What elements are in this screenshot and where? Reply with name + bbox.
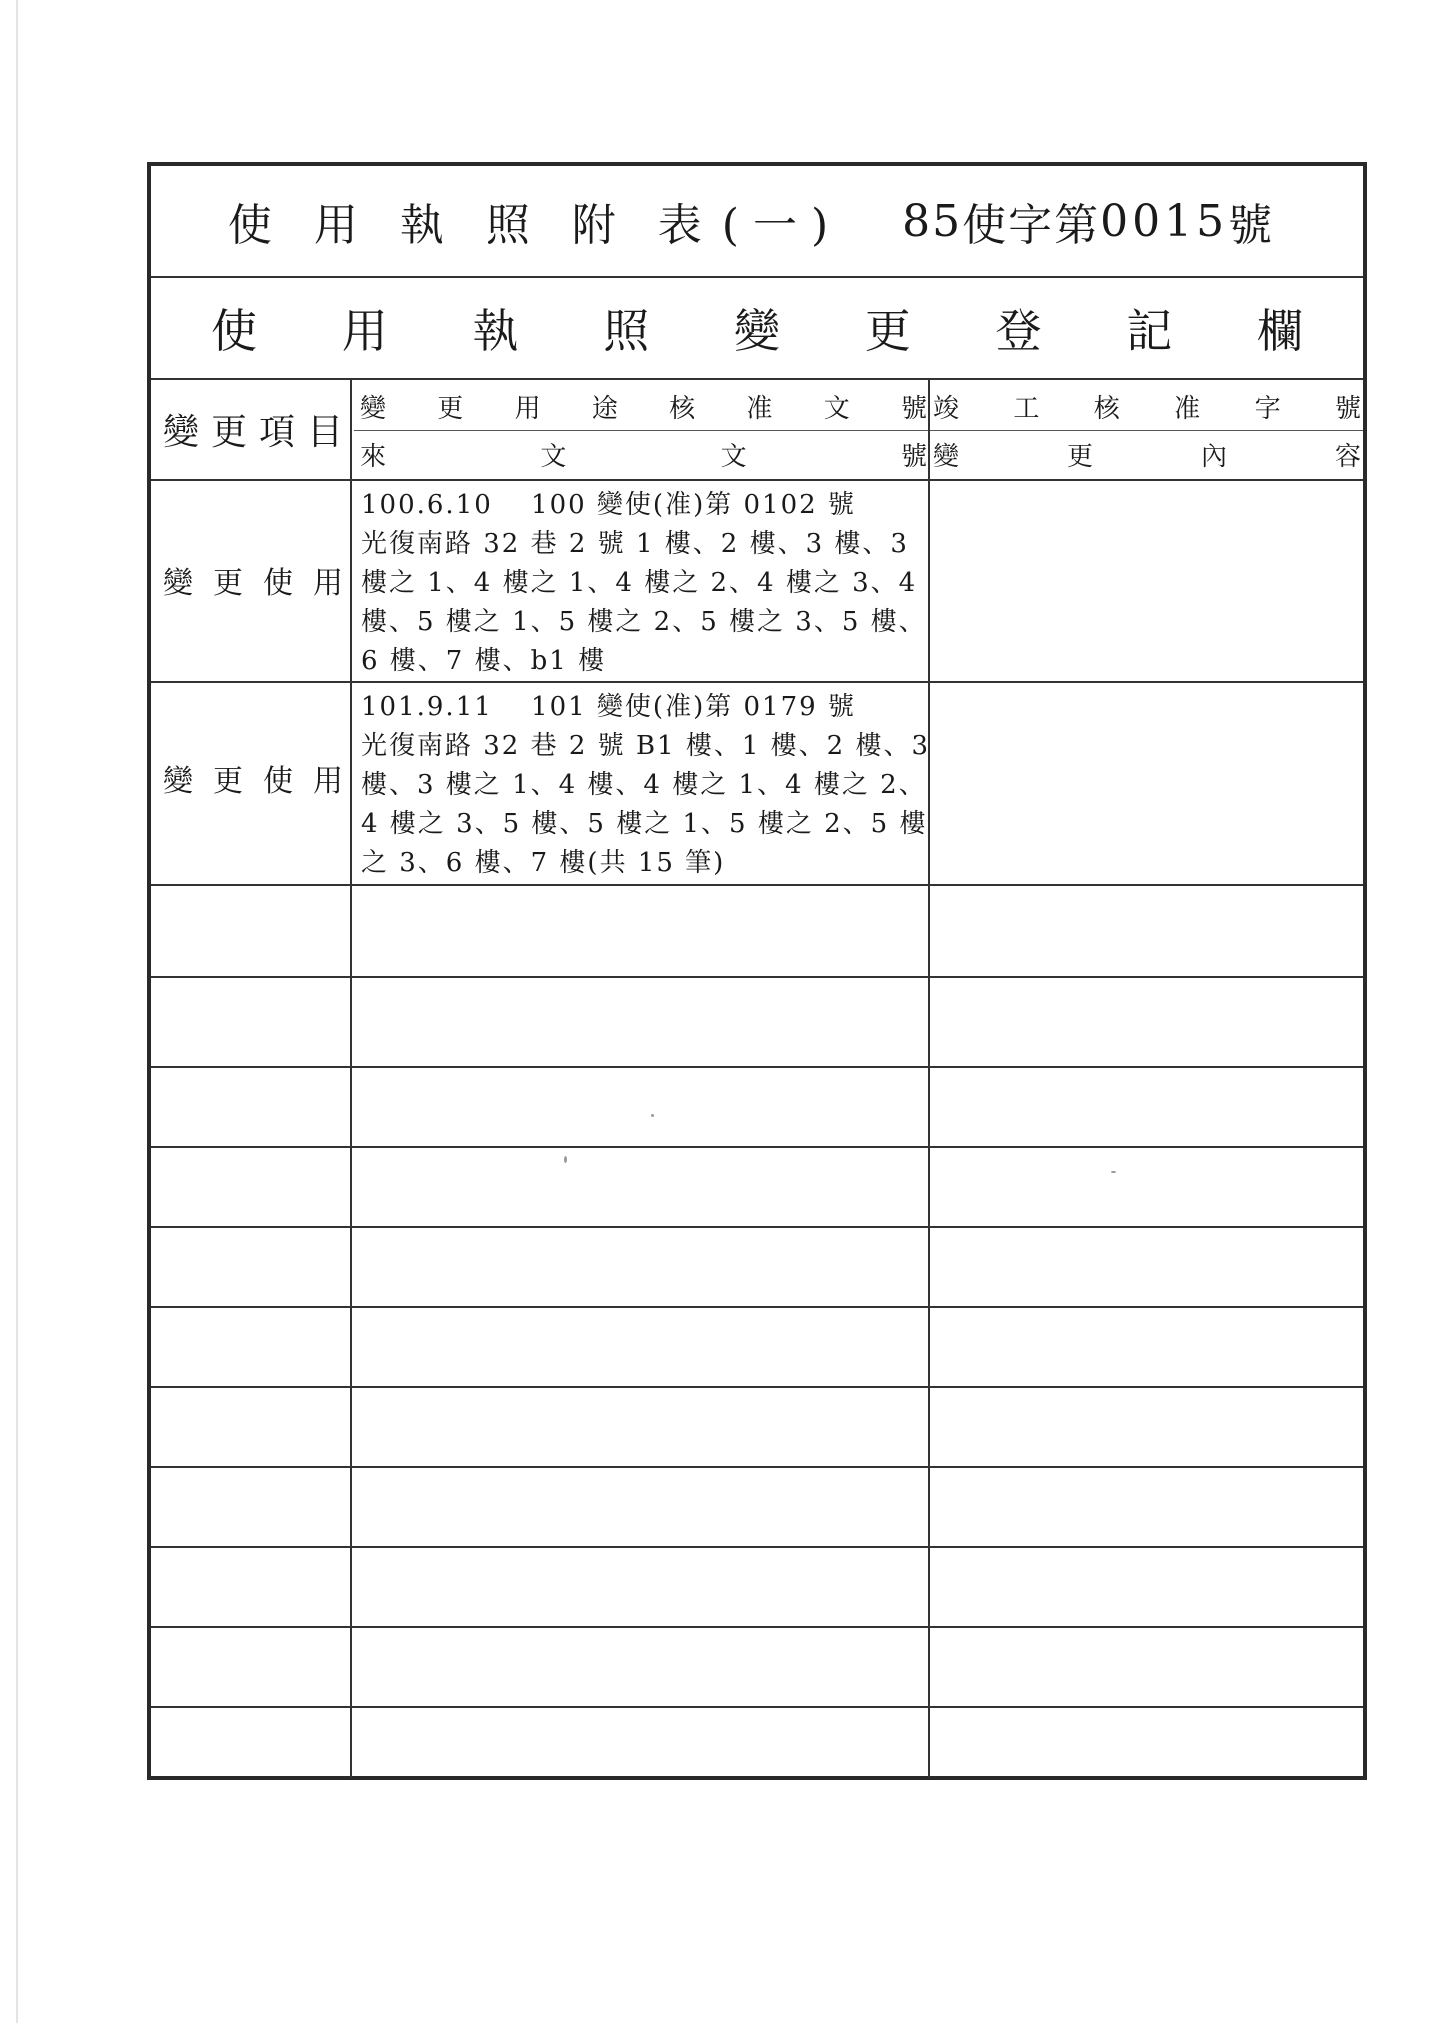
entry-line: 100.6.10 100 變使(准)第 0102 號 bbox=[361, 490, 856, 520]
header-change-content: 變 更 內 容 bbox=[933, 441, 1361, 472]
subtitle-char: 照 bbox=[603, 304, 650, 358]
divider bbox=[151, 884, 1363, 886]
subtitle-char: 欄 bbox=[1257, 304, 1303, 358]
header-completion-approval-number: 竣 工 核 准 字 號 bbox=[933, 393, 1361, 424]
header-approval-doc-number: 變 更 用 途 核 准 文 號 bbox=[360, 393, 927, 424]
entry-line: 4 樓之 3、5 樓、5 樓之 1、5 樓之 2、5 樓 bbox=[361, 809, 928, 839]
entry-line: 樓、5 樓之 1、5 樓之 2、5 樓之 3、5 樓、 bbox=[361, 607, 927, 637]
column-divider bbox=[928, 378, 930, 1778]
form-title bbox=[151, 166, 1363, 276]
entry-line: 光復南路 32 巷 2 號 B1 樓、1 樓、2 樓、3 bbox=[361, 731, 931, 761]
empty-row-divider bbox=[151, 1226, 1363, 1228]
subtitle-char: 登 bbox=[995, 304, 1042, 358]
entry-line: 之 3、6 樓、7 樓(共 15 筆) bbox=[361, 848, 726, 878]
title-paren: (一) bbox=[721, 200, 843, 251]
entry-item-label: 變 更 使 用 bbox=[163, 764, 343, 799]
empty-row-divider bbox=[151, 1706, 1363, 1708]
empty-row-divider bbox=[151, 1386, 1363, 1388]
title-main: 使 用 執 照 附 表 bbox=[227, 200, 716, 251]
subtitle-char: 用 bbox=[341, 304, 388, 358]
subtitle-char: 使 bbox=[211, 304, 257, 358]
scan-speck bbox=[564, 1156, 567, 1163]
entry-content bbox=[361, 688, 930, 883]
column-divider bbox=[350, 378, 352, 1778]
divider bbox=[151, 378, 1363, 380]
divider bbox=[151, 681, 1363, 683]
title-number-value: 0015 bbox=[1100, 195, 1229, 247]
scan-speck bbox=[651, 1114, 654, 1117]
title-number-prefix: 85 bbox=[902, 195, 963, 247]
subtitle-char: 更 bbox=[864, 304, 911, 358]
empty-row-divider bbox=[151, 1306, 1363, 1308]
entry-line: 光復南路 32 巷 2 號 1 樓、2 樓、3 樓、3 bbox=[361, 529, 909, 559]
entry-item-label: 變 更 使 用 bbox=[163, 566, 343, 601]
subtitle-char: 記 bbox=[1126, 304, 1173, 358]
entry-content bbox=[361, 486, 927, 681]
empty-row-divider bbox=[151, 1066, 1363, 1068]
empty-row-divider bbox=[151, 1466, 1363, 1468]
subtitle-char: 變 bbox=[734, 304, 780, 358]
header-incoming-doc-number: 來 文 文 號 bbox=[360, 441, 927, 472]
divider bbox=[151, 479, 1363, 481]
entry-line: 樓之 1、4 樓之 1、4 樓之 2、4 樓之 3、4 bbox=[361, 568, 918, 598]
empty-row-divider bbox=[151, 1146, 1363, 1148]
entry-line: 樓、3 樓之 1、4 樓、4 樓之 1、4 樓之 2、 bbox=[361, 770, 927, 800]
entry-line: 101.9.11 101 變使(准)第 0179 號 bbox=[361, 692, 856, 722]
empty-row-divider bbox=[151, 976, 1363, 978]
header-sub-divider bbox=[354, 430, 1363, 431]
empty-row-divider bbox=[151, 1626, 1363, 1628]
title-number-mid: 使字第 bbox=[962, 200, 1101, 251]
subtitle-char: 執 bbox=[472, 304, 519, 358]
scan-edge bbox=[16, 0, 18, 2023]
license-form-table bbox=[147, 162, 1367, 1780]
scan-speck bbox=[1111, 1171, 1116, 1173]
empty-row-divider bbox=[151, 1546, 1363, 1548]
form-subtitle bbox=[211, 278, 1303, 378]
entry-line: 6 樓、7 樓、b1 樓 bbox=[361, 646, 607, 676]
header-item-label: 變 更 項 目 bbox=[163, 411, 343, 453]
title-number-suffix: 號 bbox=[1228, 200, 1287, 251]
